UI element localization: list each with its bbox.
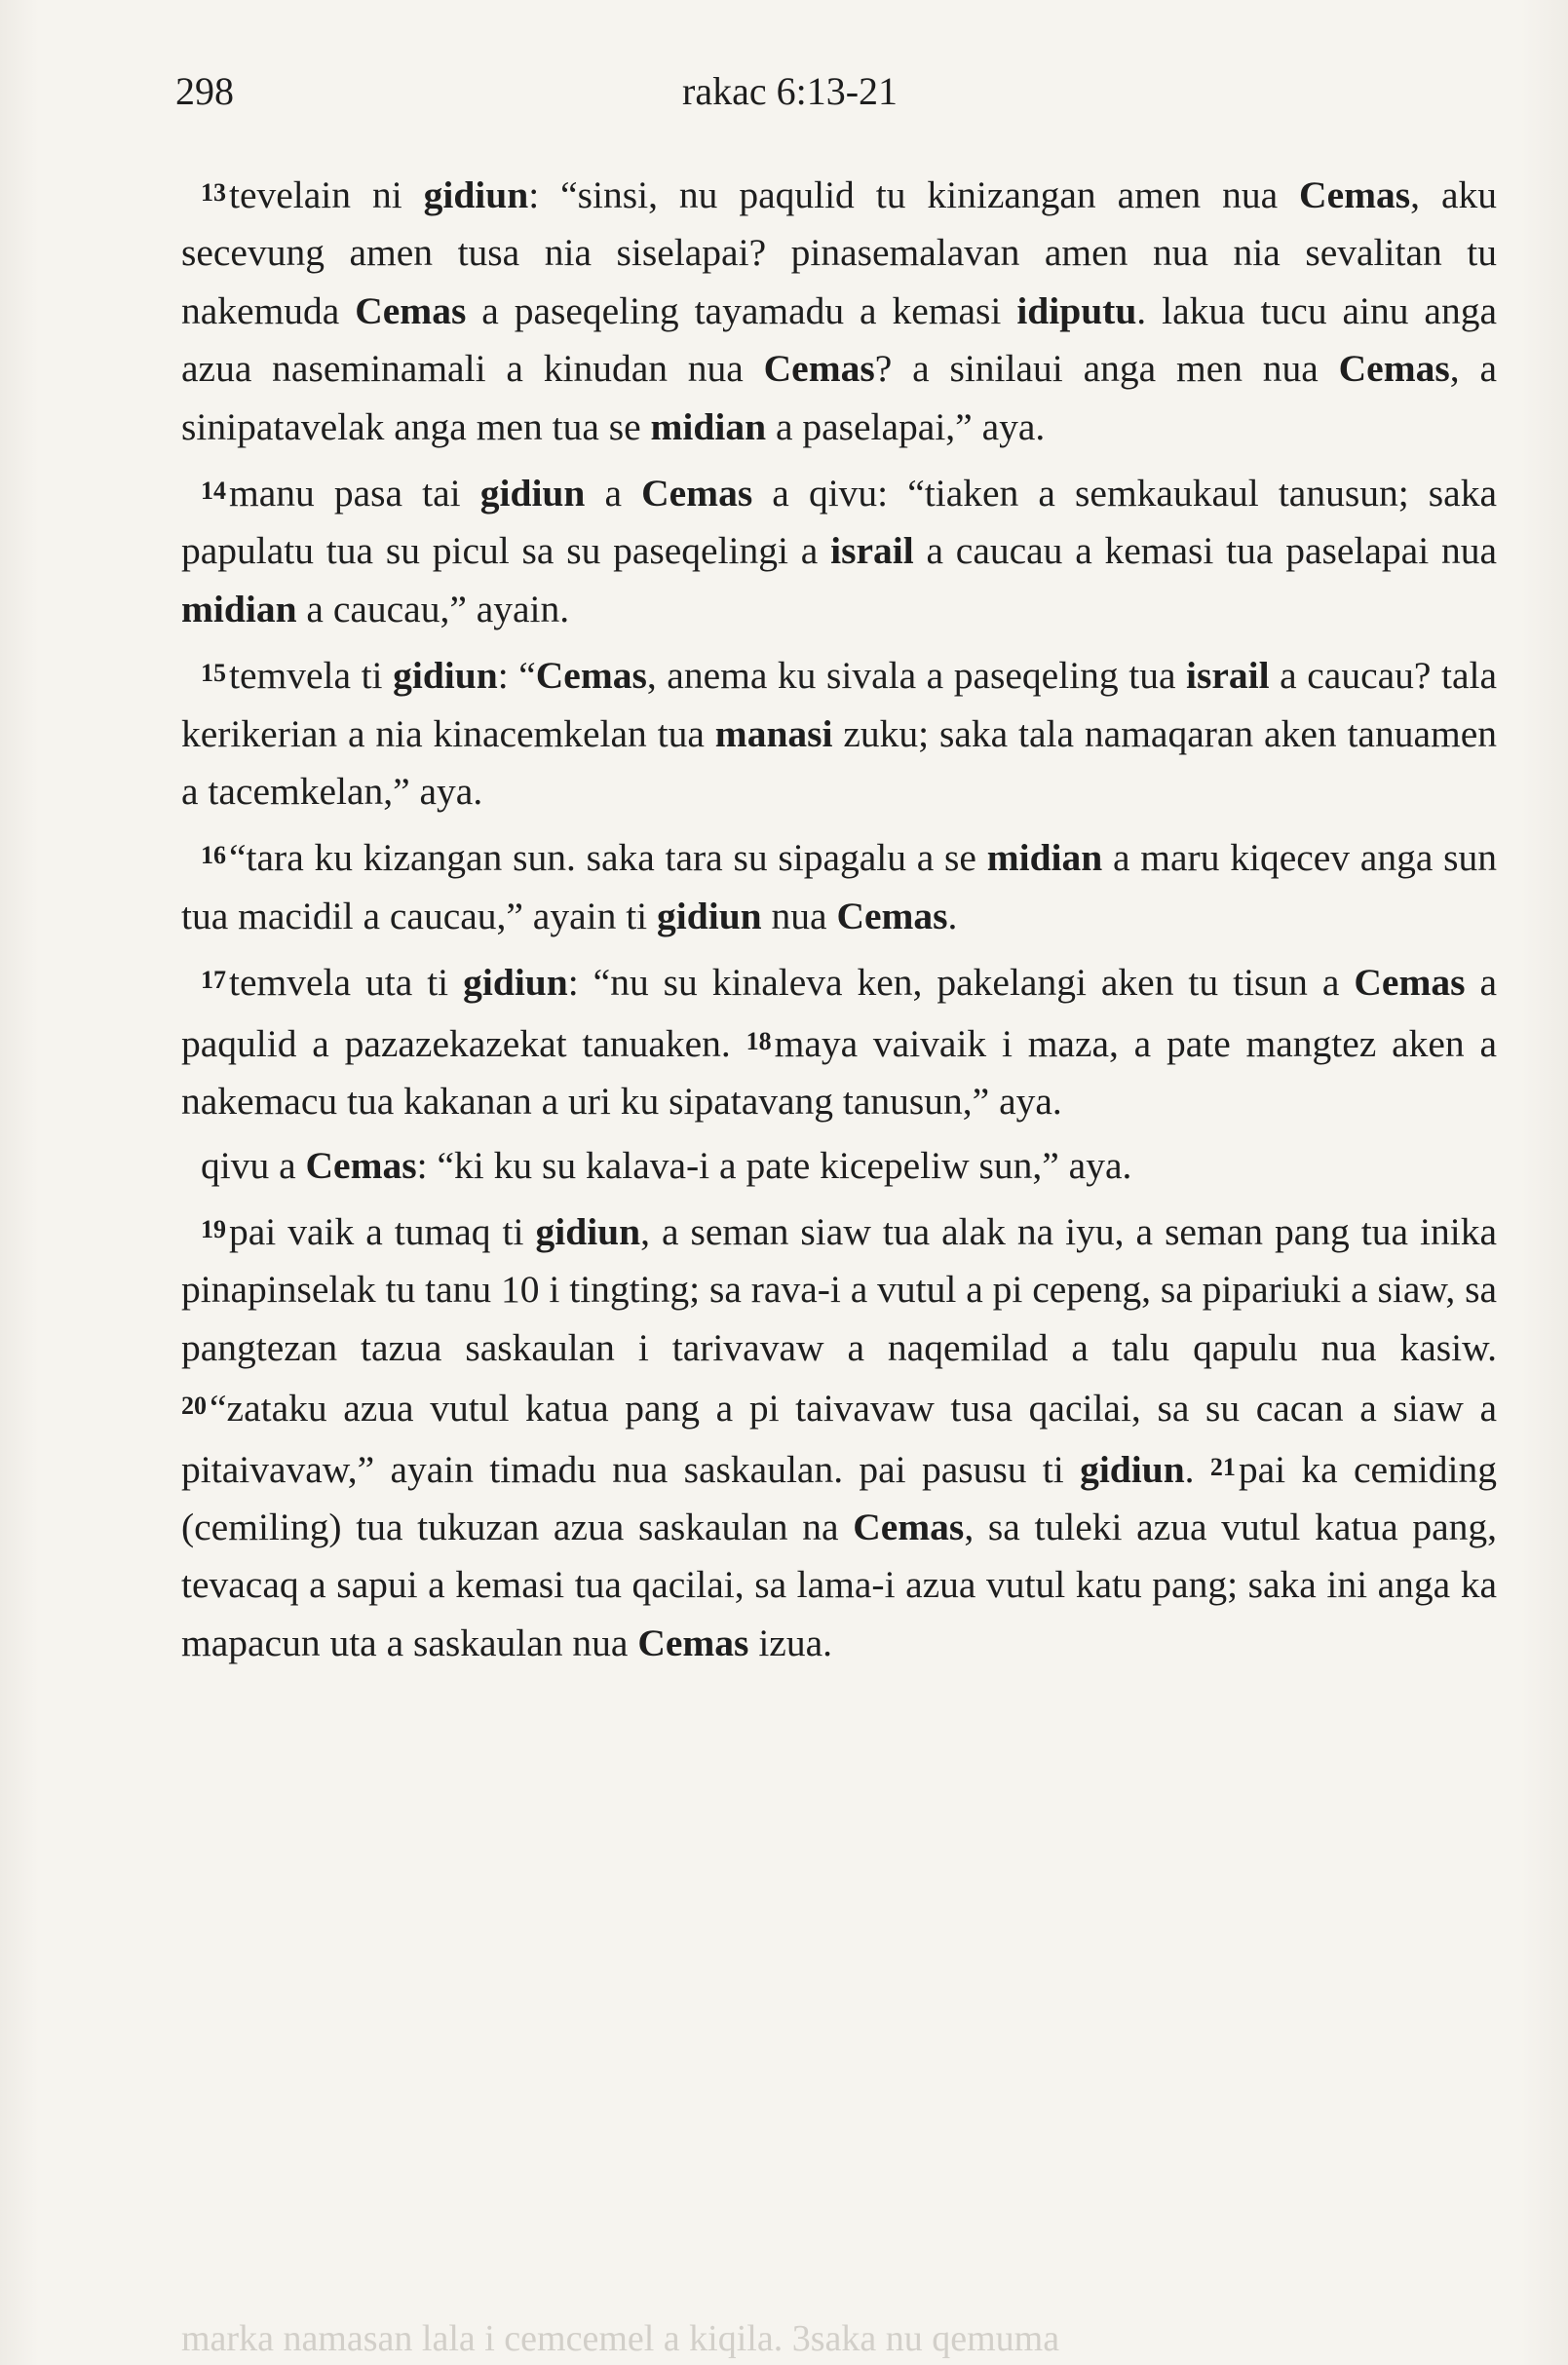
verse-number: 16 — [201, 841, 226, 870]
verse-number: 17 — [201, 966, 226, 995]
verse-19-21: 19pai vaik a tumaq ti gidiun, a seman siaw tua alak na iyu, a seman pang tua inika pinapinselak tu tanu 10 i tingting; sa rava-i a vutul a pi cepeng, sa pipariuki a siaw, sa pangtezan tazua saskaulan i tarivavaw a naqemilad a talu qapulu nua kasiw. 20“zataku azua vutul katua pang a pi taivavaw tusa qacilai, sa su cacan a siaw a pitaivavaw,” ayain timadu nua saskaulan. pai pasusu ti gidiun. 21pai ka cemiding (cemiling) tua tukuzan azua saskaulan na Cemas, sa tuleki azua vutul katua pang, tevacaq a sapui a kemasi tua qacilai, sa lama-i azua vutul katu pang; saka ini anga ka mapacun uta a saskaulan nua Cemas izua. — [181, 1209, 1498, 1664]
verse-number: 21 — [1209, 1452, 1236, 1481]
verse-number: 14 — [201, 477, 226, 506]
running-head: rakac 6:13-21 — [682, 69, 899, 113]
verse-number: 18 — [746, 1026, 772, 1055]
page-number: 298 — [175, 69, 234, 113]
verse-number: 13 — [201, 178, 226, 207]
narration-qivu: qivu a Cemas: “ki ku su kalava-i a pate kicepeliw sun,” aya. — [201, 1143, 1132, 1187]
verse-14: 14manu pasa tai gidiun a Cemas a qivu: “tiaken a semkaukaul tanusun; saka papulatu tua su picul sa su paseqelingi a israil a caucau a kemasi tua paselapai nua midian a caucau,” ayain. — [181, 472, 1497, 630]
body-text — [181, 164, 1497, 1672]
verse-15: 15temvela ti gidiun: “Cemas, anema ku sivala a paseqeling tua israil a caucau? tala kerikerian a nia kinacemkelan tua manasi zuku; saka tala namaqaran aken tanuamen a tacemkelan,” aya. — [181, 654, 1497, 814]
verse-16: 16“tara ku kizangan sun. saka tara su sipagalu a se midian a maru kiqecev anga sun tua macidil a caucau,” ayain ti gidiun nua Cemas. — [181, 836, 1497, 937]
page-header — [175, 68, 1393, 127]
verse-number: 15 — [201, 659, 226, 688]
verse-17-18: 17temvela uta ti gidiun: “nu su kinaleva ken, pakelangi aken tu tisun a Cemas a paqulid a pazazekazekat tanuaken. 18maya vaivaik i maza, a pate mangtez aken a nakemacu tua kakanan a uri ku sipatavang tanusun,” aya. — [181, 961, 1497, 1124]
verse-number: 19 — [201, 1214, 226, 1243]
bleed-through-text: marka namasan lala i cemcemel a kiqila. 3saka nu qemuma — [181, 2318, 1060, 2359]
verse-number: 20 — [181, 1392, 207, 1421]
verse-13: 13tevelain ni gidiun: “sinsi, nu paqulid tu kinizangan amen nua Cemas, aku secevung amen tusa nia siselapai? pinasemalavan amen nua nia sevalitan tu nakemuda Cemas a paseqeling tayamadu a kemasi idiputu. lakua tucu ainu anga azua naseminamali a kinudan nua Cemas? a sinilaui anga men nua Cemas, a sinipatavelak anga men tua se midian a paselapai,” aya. — [181, 173, 1497, 448]
